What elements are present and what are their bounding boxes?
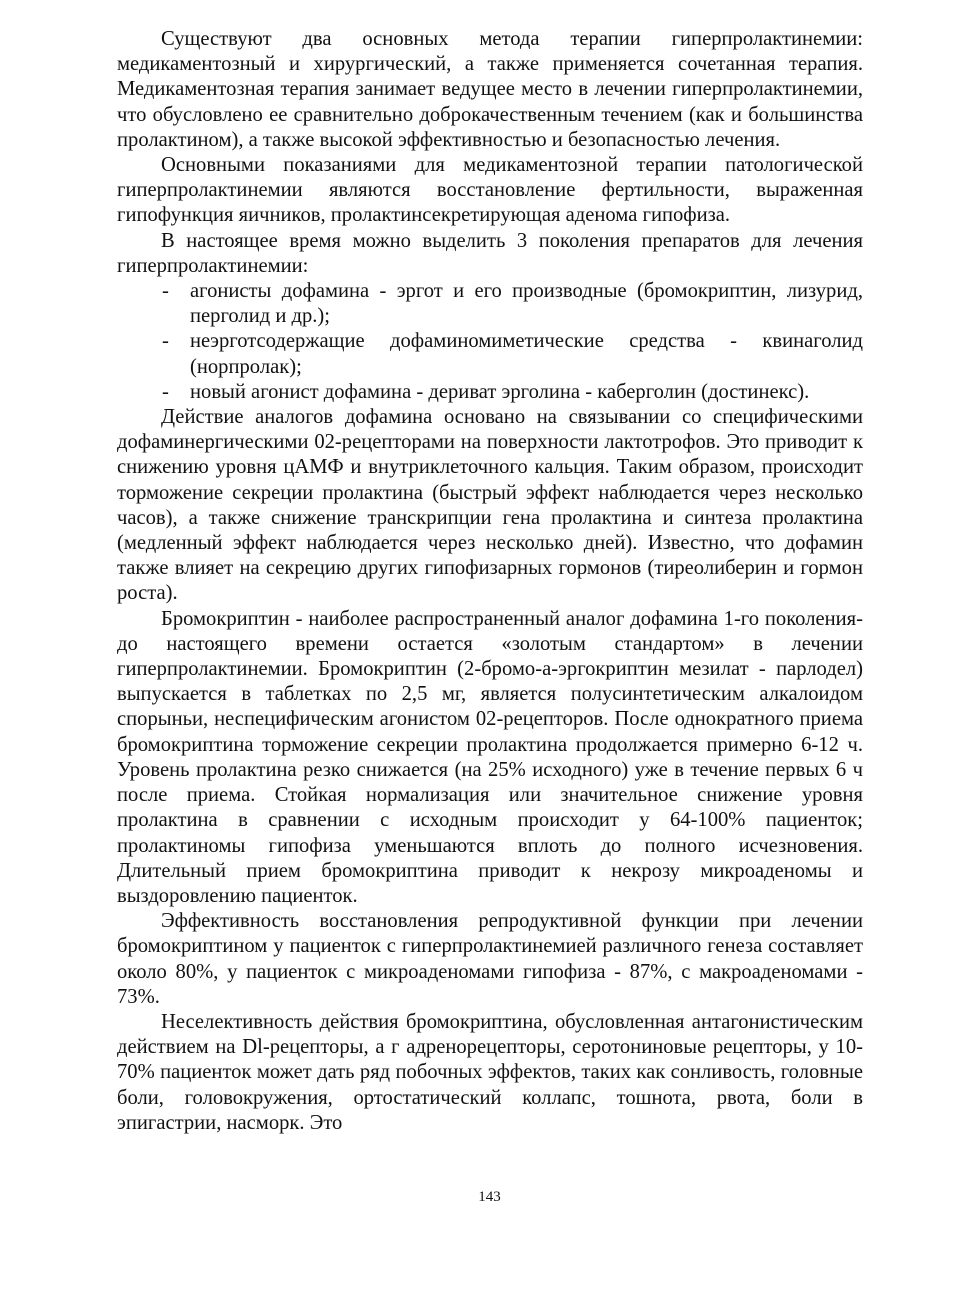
list-item — [162, 380, 863, 405]
paragraph-side-effects: Неселективность действия бромокриптина, обусловленная антагонистическим действием на Dl-рецепторы, а г адренорецепторы, серотониновые рецепторы, у 10-70% пациенток может дать ряд побочных эффектов, таких как сонливость, головные боли, головокружения, ортостатический коллапс, тошнота, рвота, боли в эпигастрии, насморк. Это — [117, 1010, 863, 1134]
page-number: 143 — [478, 1189, 501, 1205]
list-item-text: агонисты дофамина - эргот и его производные (бромокриптин, лизурид, перголид и др.); — [190, 280, 863, 328]
list-item — [162, 329, 863, 379]
paragraph-therapy-methods: Существуют два основных метода терапии гиперпролактинемии: медикаментозный и хирургический, а также применяется сочетанная терапия. Медикаментозная терапия занимает ведущее место в лечении гиперпролактинемии, что обусловлено ее сравнительно доброкачественным течением (как и большинства пролактином), а также высокой эффективностью и безопасностью лечения. — [117, 28, 863, 151]
list-item-text: неэрготсодержащие дофаминомиметические средства - квинаголид (норпролак); — [190, 330, 863, 378]
list-item — [162, 279, 863, 329]
paragraph-dopamine-action: Действие аналогов дофамина основано на связывании со специфическими дофаминергическими 02-рецепторами на поверхности лактотрофов. Это приводит к снижению уровня цАМФ и внутриклеточного кальция. Таким образом, происходит торможение секреции пролактина (быстрый эффект наблюдается через несколько часов), а также снижение транскрипции гена пролактина и синтеза пролактина (медленный эффект наблюдается через несколько дней). Известно, что дофамин также влияет на секрецию других гипофизарных гормонов (тиреолиберин и гормон роста). — [117, 406, 863, 605]
list-item-text: новый агонист дофамина - дериват эрголина - каберголин (достинекс). — [190, 380, 810, 403]
paragraph-bromocriptine: Бромокриптин - наиболее распространенный аналог дофамина 1-го поколения-до настоящего времени остается «золотым стандартом» в лечении гиперпролактинемии. Бромокриптин (2-бромо-а-эргокриптин мезилат - парлодел) выпускается в таблетках по 2,5 мг, является полусинтетическим алкалоидом спорыньи, неспецифическим агонистом 02-рецепторов. После однократного приема бромокриптина торможение секреции пролактина продолжается примерно 6-12 ч. Уровень пролактина резко снижается (на 25% исходного) уже в течение первых 6 ч после приема. Стойкая нормализация или значительное снижение уровня пролактина в сравнении с исходным происходит у 64-100% пациенток; пролактиномы гипофиза уменьшаются вплоть до полного исчезновения. Длительный прием бромокриптина приводит к некрозу микроаденомы и выздоровлению пациенток. — [117, 607, 863, 907]
drug-generations-list — [117, 279, 863, 405]
list-bullet: - — [162, 330, 169, 353]
list-bullet: - — [162, 380, 169, 403]
list-bullet: - — [162, 280, 169, 303]
paragraph-drug-generations: В настоящее время можно выделить 3 поколения препаратов для лечения гиперпролактинемии: — [117, 229, 863, 277]
page-body — [117, 27, 863, 1136]
paragraph-indications: Основными показаниями для медикаментозной терапии патологической гиперпролактинемии являются восстановление фертильности, выраженная гипофункция яичников, пролактинсекретирующая аденома гипофиза. — [117, 154, 863, 227]
paragraph-efficacy: Эффективность восстановления репродуктивной функции при лечении бромокриптином у пациенток с гиперпролактинемией различного генеза составляет около 80%, у пациенток с микроаденомами гипофиза - 87%, с макроаденомами - 73%. — [117, 910, 863, 1008]
